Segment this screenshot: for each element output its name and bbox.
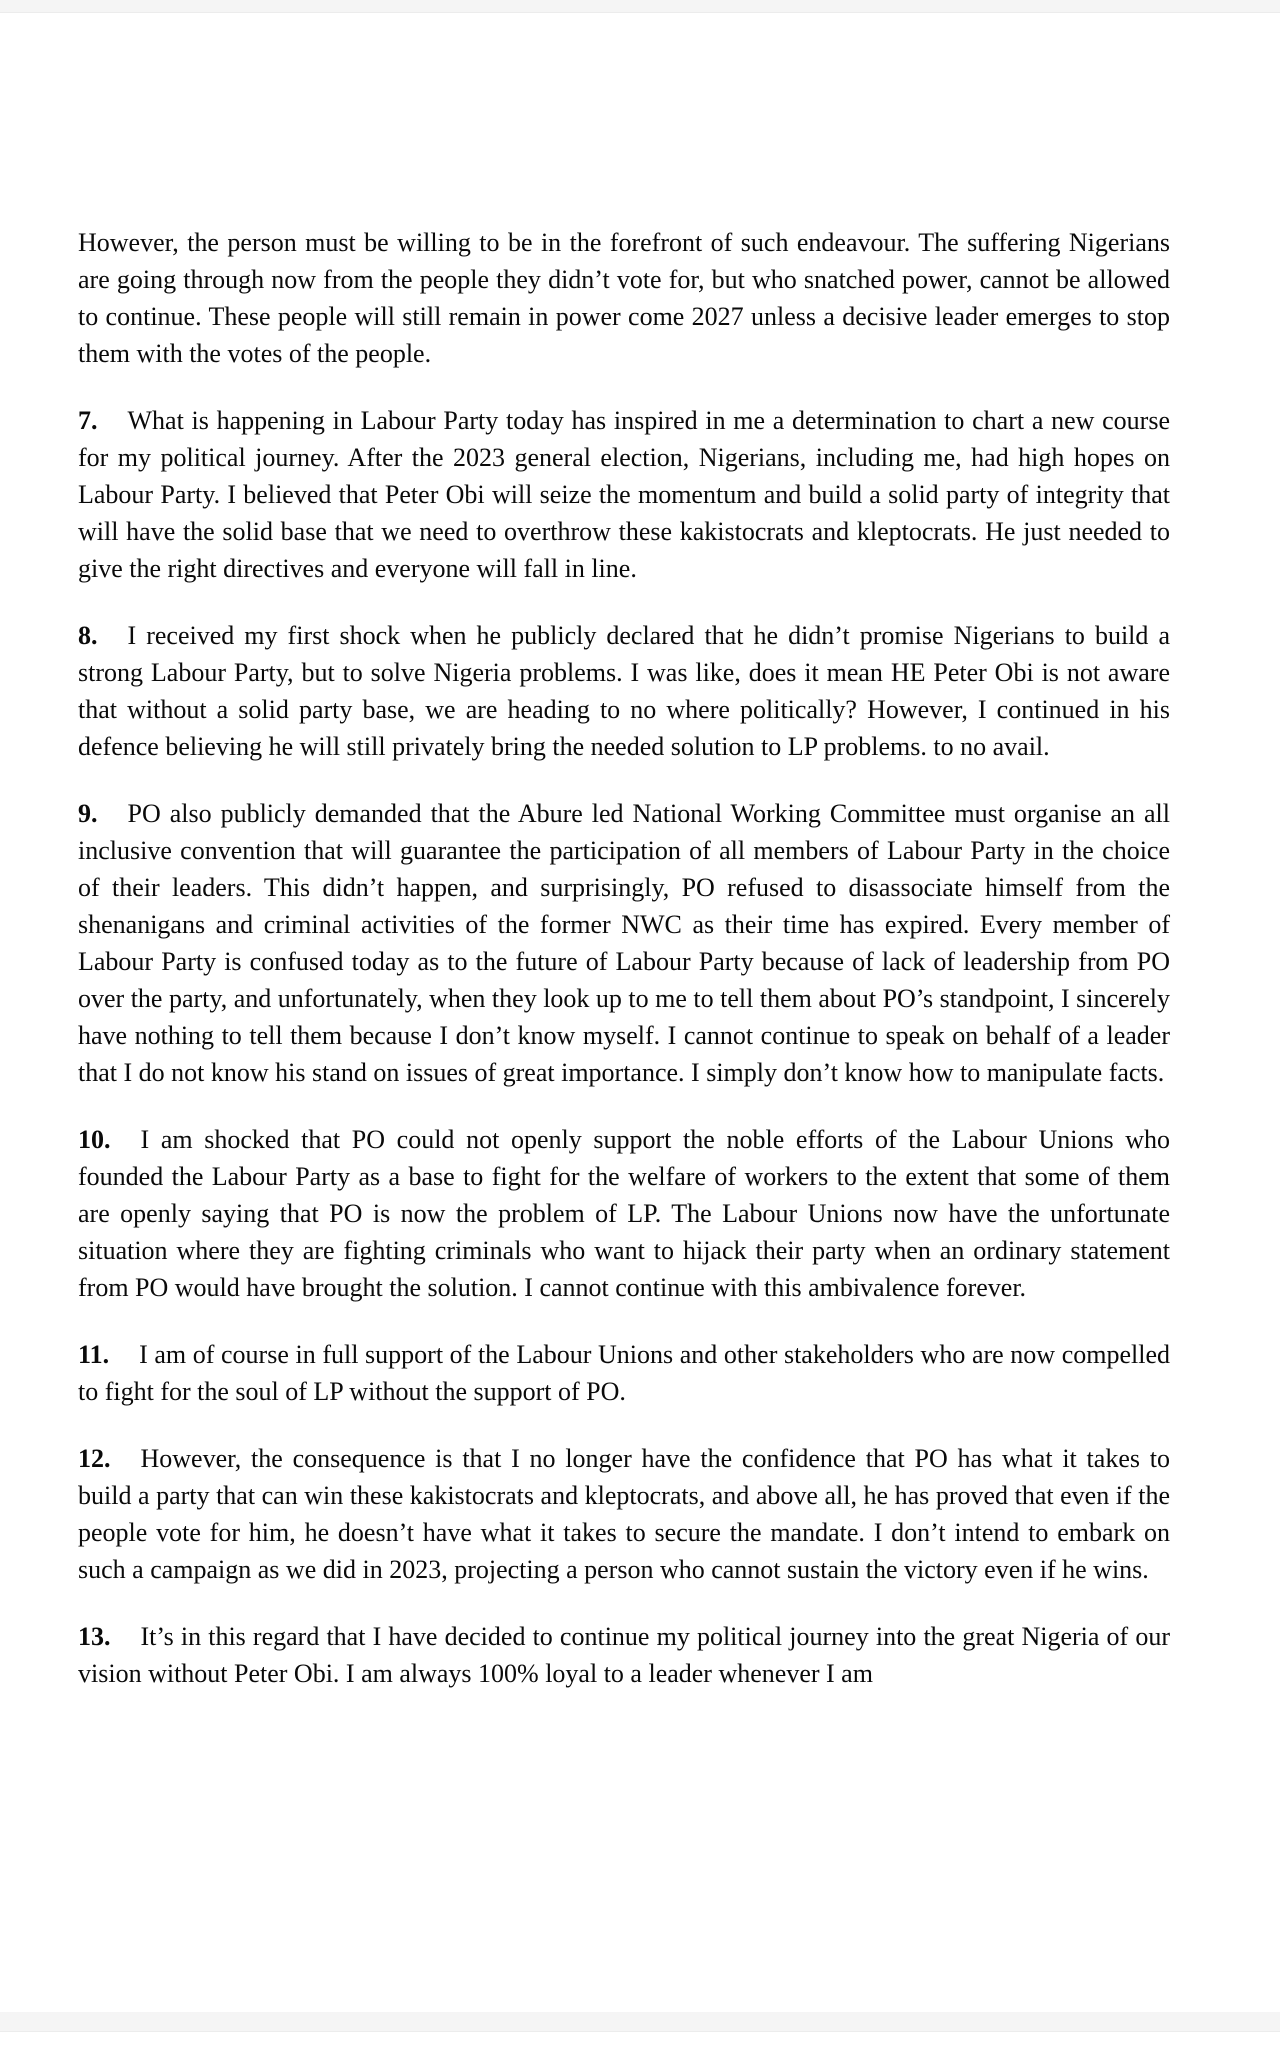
paragraph-11-text: I am of course in full support of the Labour Unions and other stakeholders who are now compelled to fight for the soul of LP without the support of PO.	[78, 1340, 1170, 1406]
paragraph-10	[78, 1121, 1170, 1306]
paragraph-12-text: However, the consequence is that I no longer have the confidence that PO has what it takes to build a party that can win these kakistocrats and kleptocrats, and above all, he has proved that even if the people vote for him, he doesn’t have what it takes to secure the mandate. I don’t intend to embark on such a campaign as we did in 2023, projecting a person who cannot sustain the victory even if he wins.	[78, 1444, 1170, 1584]
paragraph-7-text: What is happening in Labour Party today has inspired in me a determination to chart a new course for my political journey. After the 2023 general election, Nigerians, including me, had high hopes on Labour Party. I believed that Peter Obi will seize the momentum and build a solid party of integrity that will have the solid base that we need to overthrow these kakistocrats and kleptocrats. He just needed to give the right directives and everyone will fall in line.	[78, 406, 1170, 583]
paragraph-8-text: I received my first shock when he publicly declared that he didn’t promise Nigerians to build a strong Labour Party, but to solve Nigeria problems. I was like, does it mean HE Peter Obi is not aware that without a solid party base, we are heading to no where politically? However, I continued in his defence believing he will still privately bring the needed solution to LP problems. to no avail.	[78, 621, 1170, 761]
paragraph-9	[78, 795, 1170, 1091]
paragraph-13	[78, 1618, 1170, 1692]
paragraph-13-text: It’s in this regard that I have decided to continue my political journey into the great Nigeria of our vision without Peter Obi. I am always 100% loyal to a leader whenever I am	[78, 1622, 1170, 1688]
paragraph-9-text: PO also publicly demanded that the Abure led National Working Committee must organise an all inclusive convention that will guarantee the participation of all members of Labour Party in the choice of their leaders. This didn’t happen, and surprisingly, PO refused to disassociate himself from the shenanigans and criminal activities of the former NWC as their time has expired. Every member of Labour Party is confused today as to the future of Labour Party because of lack of leadership from PO over the party, and unfortunately, when they look up to me to tell them about PO’s standpoint, I sincerely have nothing to tell them because I don’t know myself. I cannot continue to speak on behalf of a leader that I do not know his stand on issues of great importance. I simply don’t know how to manipulate facts.	[78, 799, 1170, 1087]
paragraph-12-number: 12.	[78, 1444, 111, 1473]
paragraph-11	[78, 1336, 1170, 1410]
paragraph-9-number: 9.	[78, 799, 98, 828]
paragraph-8-number: 8.	[78, 621, 98, 650]
paragraph-13-number: 13.	[78, 1622, 111, 1651]
paragraph-7	[78, 402, 1170, 587]
intro-paragraph-text: However, the person must be willing to be in the forefront of such endeavour. The suffering Nigerians are going through now from the people they didn’t vote for, but who snatched power, cannot be allowed to continue. These people will still remain in power come 2027 unless a decisive leader emerges to stop them with the votes of the people.	[78, 228, 1170, 368]
bottom-edge-strip	[0, 2012, 1280, 2032]
paragraph-7-number: 7.	[78, 406, 98, 435]
intro-paragraph	[78, 224, 1170, 372]
document-page	[78, 12, 1170, 1692]
paragraph-10-text: I am shocked that PO could not openly support the noble efforts of the Labour Unions who founded the Labour Party as a base to fight for the welfare of workers to the extent that some of them are openly saying that PO is now the problem of LP. The Labour Unions now have the unfortunate situation where they are fighting criminals who want to hijack their party when an ordinary statement from PO would have brought the solution. I cannot continue with this ambivalence forever.	[78, 1125, 1170, 1302]
paragraph-8	[78, 617, 1170, 765]
paragraph-12	[78, 1440, 1170, 1588]
paragraph-11-number: 11.	[78, 1340, 110, 1369]
paragraph-10-number: 10.	[78, 1125, 111, 1154]
